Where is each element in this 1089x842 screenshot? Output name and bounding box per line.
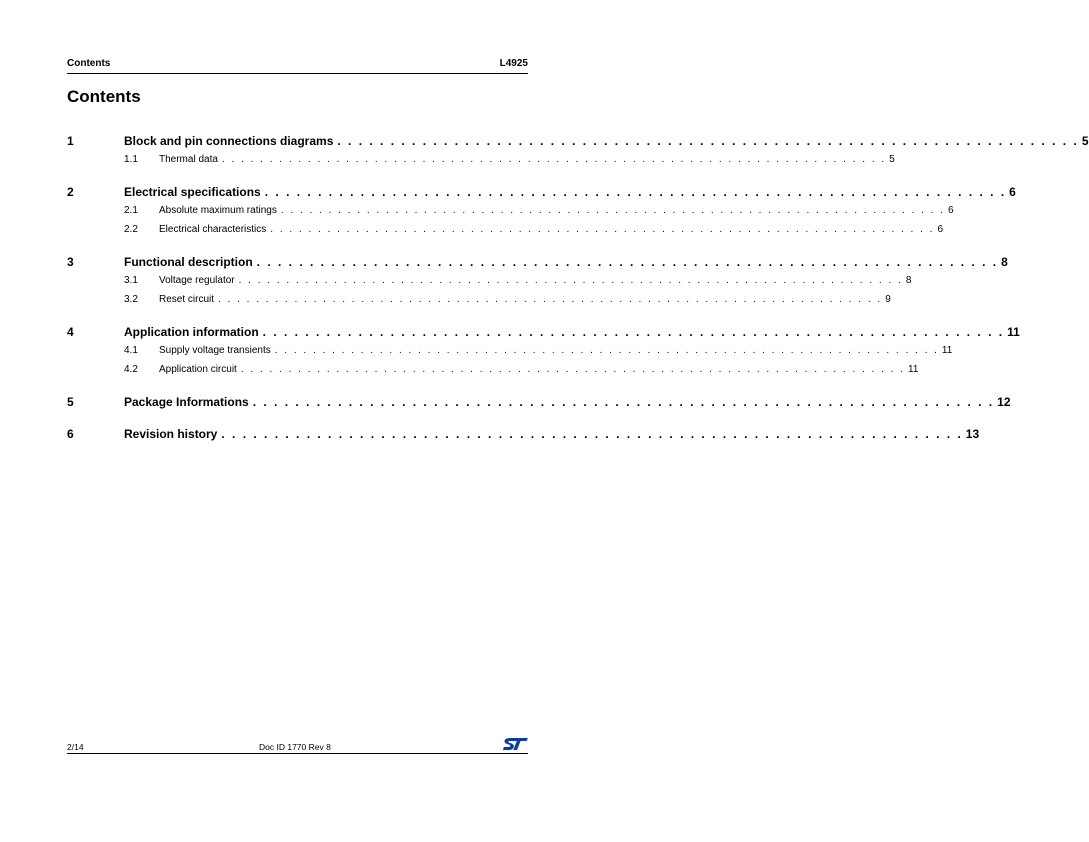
toc-section-page: 12 — [997, 395, 1011, 409]
leader-dots: . . . . . . . . . . . . . . . . . . . . . . . . . . . . . . . . . . . . . . . . . . . . . . . . . . . . . . . . . . . . . . . . . . . . . . — [221, 154, 887, 165]
toc-section-entry — [124, 134, 1089, 148]
toc-subsection-row[interactable] — [67, 364, 919, 378]
leader-dots: . . . . . . . . . . . . . . . . . . . . . . . . . . . . . . . . . . . . . . . . . . . . . . . . . . . . . . . . . . . . . . . . . . . . . . — [252, 395, 995, 409]
toc-subsection-entry — [159, 294, 891, 305]
toc-section-entry — [124, 185, 1016, 199]
toc-section-row[interactable] — [67, 427, 980, 441]
toc-section-page: 11 — [1007, 325, 1020, 339]
toc-subsection-title: Voltage regulator — [159, 275, 235, 286]
leader-dots: . . . . . . . . . . . . . . . . . . . . . . . . . . . . . . . . . . . . . . . . . . . . . . . . . . . . . . . . . . . . . . . . . . . . . . — [240, 364, 905, 375]
toc-section-title: Application information — [124, 325, 259, 339]
toc-section-entry — [124, 255, 1008, 269]
leader-dots: . . . . . . . . . . . . . . . . . . . . . . . . . . . . . . . . . . . . . . . . . . . . . . . . . . . . . . . . . . . . . . . . . . . . . . — [270, 224, 935, 235]
toc-subsection-number: 3.1 — [124, 275, 138, 286]
toc-subsection-row[interactable] — [67, 205, 954, 219]
toc-subsection-page: 11 — [941, 345, 953, 356]
running-header-section: Contents — [67, 58, 111, 69]
toc-subsection-page: 5 — [889, 154, 895, 165]
toc-section-row[interactable] — [67, 395, 1011, 409]
toc-section-page: 6 — [1009, 185, 1016, 199]
leader-dots: . . . . . . . . . . . . . . . . . . . . . . . . . . . . . . . . . . . . . . . . . . . . . . . . . . . . . . . . . . . . . . . . . . . . . . — [274, 345, 939, 356]
toc-subsection-title: Supply voltage transients — [159, 345, 271, 356]
toc-section-title: Functional description — [124, 255, 253, 269]
st-logo-icon — [503, 737, 529, 751]
leader-dots: . . . . . . . . . . . . . . . . . . . . . . . . . . . . . . . . . . . . . . . . . . . . . . . . . . . . . . . . . . . . . . . . . . . . . . — [262, 325, 1005, 339]
toc-section-number: 1 — [67, 134, 74, 148]
toc-section-page: 8 — [1001, 255, 1008, 269]
toc-subsection-row[interactable] — [67, 294, 891, 308]
toc-section-entry — [124, 325, 1020, 339]
toc-subsection-page: 9 — [885, 294, 891, 305]
toc-section-title: Block and pin connections diagrams — [124, 134, 334, 148]
toc-subsection-number: 4.2 — [124, 364, 138, 375]
toc-subsection-row[interactable] — [67, 224, 944, 238]
page-title: Contents — [67, 87, 141, 106]
toc-section-page: 5 — [1081, 134, 1089, 148]
leader-dots: . . . . . . . . . . . . . . . . . . . . . . . . . . . . . . . . . . . . . . . . . . . . . . . . . . . . . . . . . . . . . . . . . . . . . . — [221, 427, 963, 441]
toc-subsection-title: Application circuit — [159, 364, 237, 375]
leader-dots: . . . . . . . . . . . . . . . . . . . . . . . . . . . . . . . . . . . . . . . . . . . . . . . . . . . . . . . . . . . . . . . . . . . . . . — [218, 294, 883, 305]
footer-divider — [67, 753, 528, 754]
toc-subsection-page: 6 — [948, 205, 954, 216]
leader-dots: . . . . . . . . . . . . . . . . . . . . . . . . . . . . . . . . . . . . . . . . . . . . . . . . . . . . . . . . . . . . . . . . . . . . . . — [256, 255, 999, 269]
toc-subsection-number: 1.1 — [124, 154, 138, 165]
toc-subsection-row[interactable] — [67, 345, 953, 359]
toc-section-number: 5 — [67, 395, 74, 409]
toc-section-title: Package Informations — [124, 395, 249, 409]
toc-subsection-title: Reset circuit — [159, 294, 215, 305]
toc-subsection-page: 8 — [905, 275, 912, 286]
toc-subsection-title: Electrical characteristics — [159, 224, 267, 235]
toc-section-entry — [124, 427, 980, 441]
toc-section-row[interactable] — [67, 255, 1008, 269]
toc-section-page: 13 — [965, 427, 980, 441]
toc-subsection-entry — [159, 345, 953, 356]
toc-subsection-title: Absolute maximum ratings — [159, 205, 277, 216]
toc-subsection-entry — [159, 275, 912, 286]
toc-subsection-row[interactable] — [67, 275, 912, 289]
toc-section-number: 4 — [67, 325, 74, 339]
toc-section-number: 3 — [67, 255, 74, 269]
toc-section-row[interactable] — [67, 185, 1016, 199]
toc-subsection-entry — [159, 224, 944, 235]
toc-section-title: Electrical specifications — [124, 185, 261, 199]
toc-subsection-number: 2.2 — [124, 224, 138, 235]
toc-subsection-page: 11 — [908, 364, 919, 375]
toc-subsection-entry — [159, 154, 895, 165]
leader-dots: . . . . . . . . . . . . . . . . . . . . . . . . . . . . . . . . . . . . . . . . . . . . . . . . . . . . . . . . . . . . . . . . . . . . . . — [280, 205, 946, 216]
toc-section-row[interactable] — [67, 325, 1020, 339]
toc-section-number: 6 — [67, 427, 74, 441]
footer-doc-id: Doc ID 1770 Rev 8 — [259, 742, 331, 752]
header-divider — [67, 73, 528, 74]
toc-subsection-number: 3.2 — [124, 294, 138, 305]
leader-dots: . . . . . . . . . . . . . . . . . . . . . . . . . . . . . . . . . . . . . . . . . . . . . . . . . . . . . . . . . . . . . . . . . . . . . . — [264, 185, 1007, 199]
leader-dots: . . . . . . . . . . . . . . . . . . . . . . . . . . . . . . . . . . . . . . . . . . . . . . . . . . . . . . . . . . . . . . . . . . . . . . — [238, 275, 903, 286]
footer-page-number: 2/14 — [67, 742, 84, 752]
toc-subsection-row[interactable] — [67, 154, 895, 168]
toc-section-entry — [124, 395, 1011, 409]
running-header-part-number: L4925 — [499, 58, 528, 69]
toc-section-title: Revision history — [124, 427, 218, 441]
toc-section-row[interactable] — [67, 134, 1089, 148]
toc-subsection-entry — [159, 205, 954, 216]
toc-subsection-entry — [159, 364, 919, 375]
toc-subsection-number: 2.1 — [124, 205, 138, 216]
leader-dots: . . . . . . . . . . . . . . . . . . . . . . . . . . . . . . . . . . . . . . . . . . . . . . . . . . . . . . . . . . . . . . . . . . . . . . — [337, 134, 1079, 148]
toc-section-number: 2 — [67, 185, 74, 199]
toc-subsection-number: 4.1 — [124, 345, 138, 356]
toc-subsection-title: Thermal data — [159, 154, 218, 165]
toc-subsection-page: 6 — [937, 224, 944, 235]
